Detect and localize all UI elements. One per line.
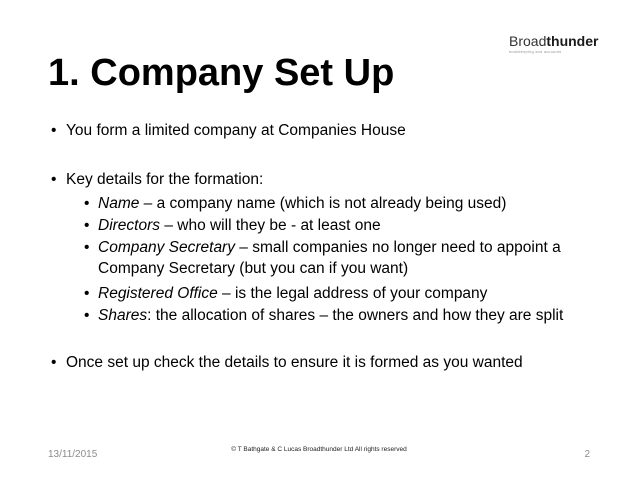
bullet-dot: • (84, 217, 90, 234)
sub-bullet-text (98, 194, 506, 214)
bullet-dot: • (84, 195, 90, 212)
sub-bullet-text (98, 238, 561, 258)
bullet-dot: • (51, 122, 57, 139)
sub-bullet-text (98, 284, 487, 304)
logo-text-thunder: thunder (546, 33, 599, 49)
term-company-secretary: Company Secretary (98, 239, 235, 256)
term-description: – small companies no longer need to appoint a (234, 239, 561, 256)
slide-title: 1. Company Set Up (48, 52, 395, 94)
bullet-dot: • (84, 307, 90, 324)
bullet-text: Once set up check the details to ensure it is formed as you wanted (66, 354, 523, 371)
term-description: – is the legal address of your company (217, 285, 488, 302)
bullet-text: You form a limited company at Companies House (66, 122, 406, 139)
footer-date: 13/11/2015 (48, 449, 98, 460)
footer-copyright: © T Bathgate & C Lucas Broadthunder Ltd All rights reserved (231, 446, 407, 453)
term-description: : the allocation of shares – the owners and how they are split (147, 307, 564, 324)
bullet-dot: • (84, 239, 90, 256)
term-description: – a company name (which is not already being used) (139, 195, 507, 212)
term-directors: Directors (98, 217, 161, 234)
term-name: Name (98, 195, 140, 212)
bullet-dot: • (51, 171, 57, 188)
term-shares: Shares (98, 307, 148, 324)
bullet-dot: • (84, 285, 90, 302)
bullet-text: Key details for the formation: (66, 171, 264, 188)
term-registered-office: Registered Office (98, 285, 218, 302)
logo-text-broad: Broad (509, 33, 547, 49)
broadthunder-logo (509, 33, 598, 49)
logo-tagline: bookkeeping and accounts (509, 49, 562, 54)
sub-bullet-text (98, 216, 381, 236)
sub-bullet-text: Company Secretary (but you can if you want) (98, 260, 409, 277)
sub-bullet-text (98, 306, 563, 326)
page-number: 2 (584, 449, 590, 460)
term-description: – who will they be - at least one (160, 217, 381, 234)
bullet-dot: • (51, 354, 57, 371)
